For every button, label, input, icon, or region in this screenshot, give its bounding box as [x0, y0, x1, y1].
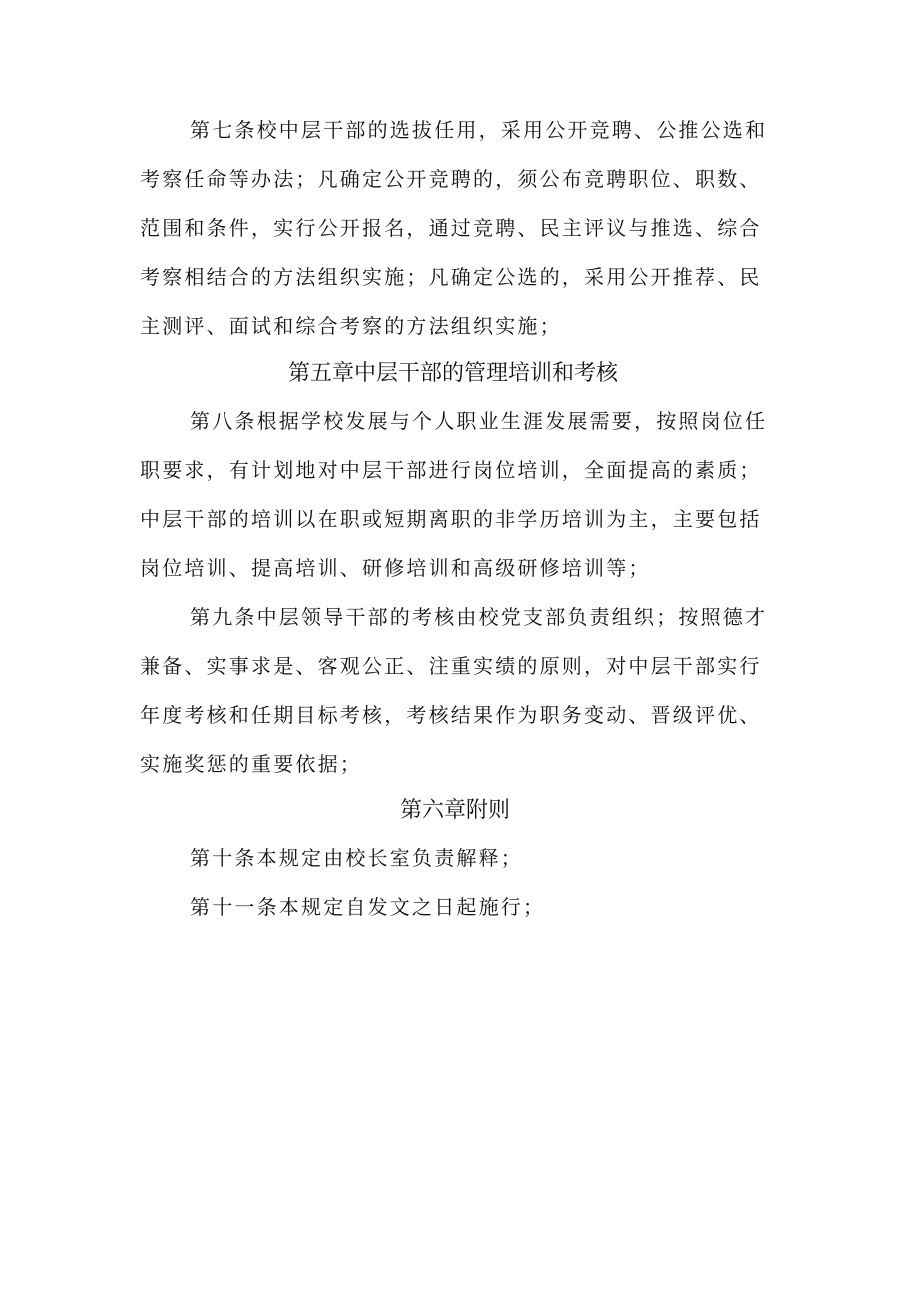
article-7-line: 考察任命等办法；凡确定公开竞聘的，须公布竞聘职位、职数、	[140, 167, 762, 191]
article-8-line: 岗位培训、提高培训、研修培训和高级研修培训等；	[140, 556, 651, 580]
article-9-line: 实施奖惩的重要依据；	[140, 752, 362, 776]
article-9-line: 第九条中层领导干部的考核由校党支部负责组织；按照德才	[190, 605, 768, 629]
article-7-line: 范围和条件，实行公开报名，通过竞聘、民主评议与推选、综合	[140, 216, 762, 240]
article-9-line: 兼备、实事求是、客观公正、注重实绩的原则，对中层干部实行	[140, 654, 762, 678]
article-8-line: 中层干部的培训以在职或短期离职的非学历培训为主，主要包括	[140, 507, 762, 531]
article-9-line: 年度考核和任期目标考核，考核结果作为职务变动、晋级评优、	[140, 703, 762, 727]
article-7-line: 主测评、面试和综合考察的方法组织实施；	[140, 314, 562, 338]
article-8-line: 职要求，有计划地对中层干部进行岗位培训，全面提高的素质；	[140, 458, 762, 482]
article-11-line: 第十一条本规定自发文之日起施行；	[190, 895, 546, 919]
article-8-line: 第八条根据学校发展与个人职业生涯发展需要，按照岗位任	[190, 409, 768, 433]
article-10-line: 第十条本规定由校长室负责解释；	[190, 846, 523, 870]
article-7-line: 第七条校中层干部的选拔任用，采用公开竞聘、公推公选和	[190, 118, 768, 142]
article-7-line: 考察相结合的方法组织实施；凡确定公选的，采用公开推荐、民	[140, 265, 762, 289]
chapter-5-heading: 第五章中层干部的管理培训和考核	[288, 361, 619, 386]
chapter-6-heading: 第六章附则	[400, 798, 511, 823]
